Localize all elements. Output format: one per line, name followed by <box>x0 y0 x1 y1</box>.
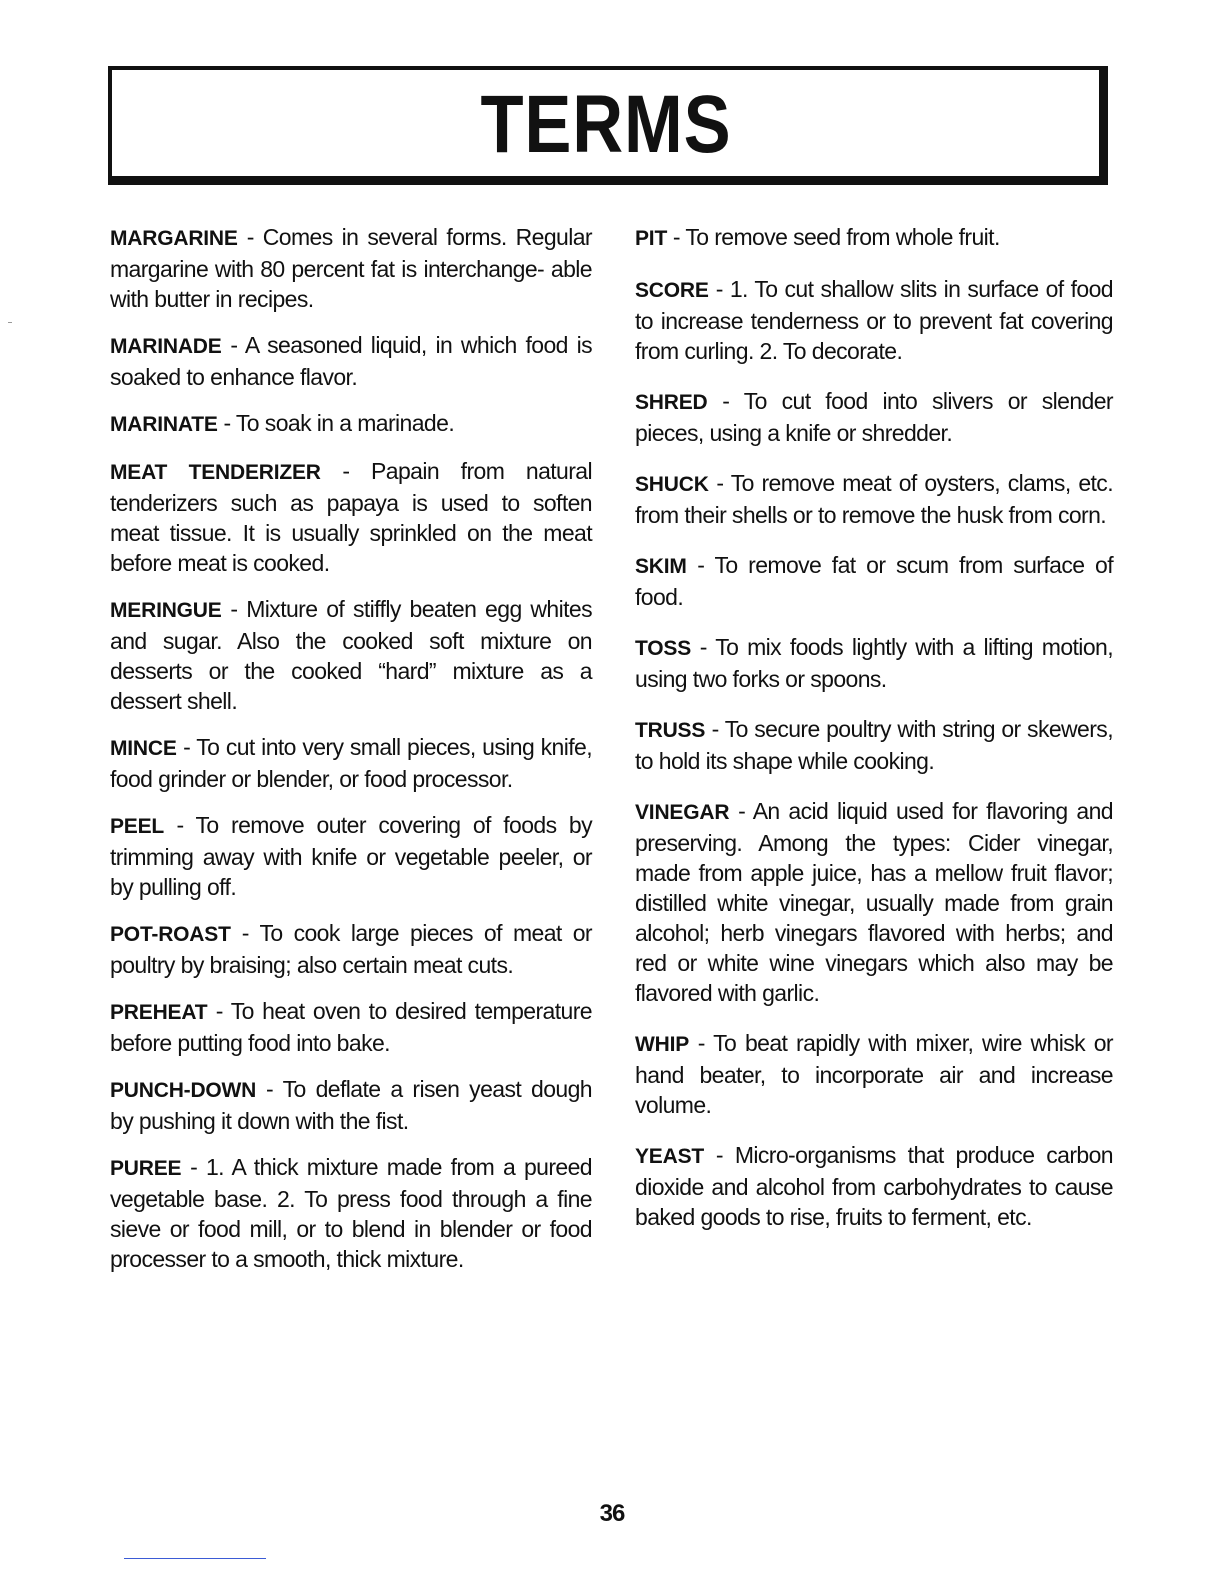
glossary-entry: TRUSS - To secure poultry with string or skewers, to hold its shape while cooking. <box>635 716 1113 774</box>
glossary-entry: VINEGAR - An acid liquid used for flavoring and preserving. Among the types: Cider vinegar, made from apple juice, has a mellow fruit flavor; distilled white vinegar, usually made from grain alcohol; herb vinegars flavored with herbs; and red or white wine vinegars which also may be flavored with garlic. <box>635 798 1113 1006</box>
margin-mark <box>8 322 12 323</box>
entry-definition: Comes in several forms. Regular margarine with 80 percent fat is interchange- able with butter in recipes. <box>110 224 592 312</box>
entry-term: YEAST <box>635 1145 705 1168</box>
glossary-entry: PREHEAT - To heat oven to desired temperature before putting food into bake. <box>110 998 592 1056</box>
entry-definition: Papain from natural tenderizers such as papaya is used to soften meat tissue. It is usually sprinkled on the meat before meat is cooked. <box>110 458 593 576</box>
entry-definition: To secure poultry with string or skewers, to hold its shape while cooking. <box>635 716 1113 774</box>
glossary-entry: MARINATE - To soak in a marinade. <box>110 410 455 436</box>
entry-term: PUREE <box>110 1157 182 1180</box>
glossary-entry: SHUCK - To remove meat of oysters, clams, etc. from their shells or to remove the husk from corn. <box>635 470 1113 528</box>
glossary-entry: WHIP - To beat rapidly with mixer, wire whisk or hand beater, to incorporate air and increase volume. <box>635 1030 1113 1118</box>
entry-term: POT-ROAST <box>110 923 231 946</box>
entry-term: SKIM <box>635 555 687 578</box>
entry-term: SHRED <box>635 391 708 414</box>
entry-term: PREHEAT <box>110 1001 208 1024</box>
entry-definition: To heat oven to desired temperature before putting food into bake. <box>110 998 592 1056</box>
entry-definition: To beat rapidly with mixer, wire whisk or hand beater, to incorporate air and increase volume. <box>635 1030 1113 1118</box>
entry-term: MERINGUE <box>110 599 222 622</box>
entry-term: TOSS <box>635 637 691 660</box>
entry-term: TRUSS <box>635 719 706 742</box>
glossary-entry: YEAST - Micro-organisms that produce carbon dioxide and alcohol from carbohydrates to cause baked goods to rise, fruits to ferment, etc. <box>635 1142 1113 1230</box>
entry-term: SCORE <box>635 279 709 302</box>
glossary-entry: MARGARINE - Comes in several forms. Regular margarine with 80 percent fat is interchange- able with butter in recipes. <box>110 224 592 312</box>
entry-term: MARGARINE <box>110 227 238 250</box>
footer-rule <box>124 1558 266 1559</box>
entry-definition: A seasoned liquid, in which food is soaked to enhance flavor. <box>110 332 592 390</box>
entry-definition: To remove meat of oysters, clams, etc. from their shells or to remove the husk from corn. <box>635 470 1113 528</box>
glossary-entry: MINCE - To cut into very small pieces, using knife, food grinder or blender, or food processor. <box>110 734 592 792</box>
glossary-entry: PEEL - To remove outer covering of foods by trimming away with knife or vegetable peeler, or by pulling off. <box>110 812 592 900</box>
entry-definition: To soak in a marinade. <box>235 410 455 436</box>
glossary-entry: SCORE - 1. To cut shallow slits in surface of food to increase tenderness or to prevent fat covering from curling. 2. To decorate. <box>635 276 1113 364</box>
glossary-entry: TOSS - To mix foods lightly with a lifting motion, using two forks or spoons. <box>635 634 1113 692</box>
title-box <box>108 66 1108 185</box>
glossary-entry: MARINADE - A seasoned liquid, in which food is soaked to enhance flavor. <box>110 332 592 390</box>
glossary-entry: PIT - To remove seed from whole fruit. <box>635 224 1000 250</box>
glossary-entry: PUNCH-DOWN - To deflate a risen yeast dough by pushing it down with the fist. <box>110 1076 592 1134</box>
glossary-entry: MEAT TENDERIZER - Papain from natural tenderizers such as papaya is used to soften meat tissue. It is usually sprinkled on the meat before meat is cooked. <box>110 458 593 576</box>
entry-definition: To remove outer covering of foods by trimming away with knife or vegetable peeler, or by pulling off. <box>110 812 592 900</box>
glossary-entry: PUREE - 1. A thick mixture made from a pureed vegetable base. 2. To press food through a fine sieve or food mill, or to blend in blender or food processer to a smooth, thick mixture. <box>110 1154 592 1272</box>
entry-term: PUNCH-DOWN <box>110 1079 257 1102</box>
entry-term: PIT <box>635 227 668 250</box>
entry-term: MARINADE <box>110 335 222 358</box>
entry-term: MARINATE <box>110 413 218 436</box>
right-column <box>635 222 1113 1232</box>
left-column <box>110 222 592 1274</box>
glossary-entry: SKIM - To remove fat or scum from surface of food. <box>635 552 1113 610</box>
entry-definition: Mixture of stiffly beaten egg whites and sugar. Also the cooked soft mixture on desserts or the cooked “hard” mixture as a dessert shell. <box>110 596 593 714</box>
glossary-entry: MERINGUE - Mixture of stiffly beaten egg whites and sugar. Also the cooked soft mixture on desserts or the cooked “hard” mixture as a dessert shell. <box>110 596 593 714</box>
entry-definition: To remove fat or scum from surface of food. <box>635 552 1113 610</box>
glossary-entry: SHRED - To cut food into slivers or slender pieces, using a knife or shredder. <box>635 388 1113 446</box>
entry-term: PEEL <box>110 815 165 838</box>
entry-definition: To cook large pieces of meat or poultry by braising; also certain meat cuts. <box>110 920 592 978</box>
entry-definition: To cut into very small pieces, using knife, food grinder or blender, or food processor. <box>110 734 592 792</box>
entry-definition: To mix foods lightly with a lifting motion, using two forks or spoons. <box>635 634 1113 692</box>
entry-definition: An acid liquid used for flavoring and preserving. Among the types: Cider vinegar, made from apple juice, has a mellow fruit flavor; distilled white vinegar, usually made from grain alcohol; herb vinegars flavored with herbs; and red or white wine vinegars which also may be flavored with garlic. <box>635 798 1113 1006</box>
entry-definition: 1. To cut shallow slits in surface of food to increase tenderness or to prevent fat covering from curling. 2. To decorate. <box>635 276 1113 364</box>
entry-definition: To remove seed from whole fruit. <box>685 224 1000 250</box>
entry-term: SHUCK <box>635 473 709 496</box>
entry-term: WHIP <box>635 1033 690 1056</box>
page-title: TERMS <box>479 79 732 170</box>
entry-definition: Micro-organisms that produce carbon dioxide and alcohol from carbohydrates to cause baked goods to rise, fruits to ferment, etc. <box>635 1142 1113 1230</box>
page-number: 36 <box>599 1500 625 1527</box>
entry-definition: To cut food into slivers or slender pieces, using a knife or shredder. <box>635 388 1113 446</box>
entry-term: VINEGAR <box>635 801 730 824</box>
entry-definition: To deflate a risen yeast dough by pushing it down with the fist. <box>110 1076 592 1134</box>
entry-definition: 1. A thick mixture made from a pureed vegetable base. 2. To press food through a fine sieve or food mill, or to blend in blender or food processer to a smooth, thick mixture. <box>110 1154 592 1272</box>
glossary-entry: POT-ROAST - To cook large pieces of meat or poultry by braising; also certain meat cuts. <box>110 920 592 978</box>
entry-term: MINCE <box>110 737 177 760</box>
entry-term: MEAT TENDERIZER <box>110 461 321 484</box>
